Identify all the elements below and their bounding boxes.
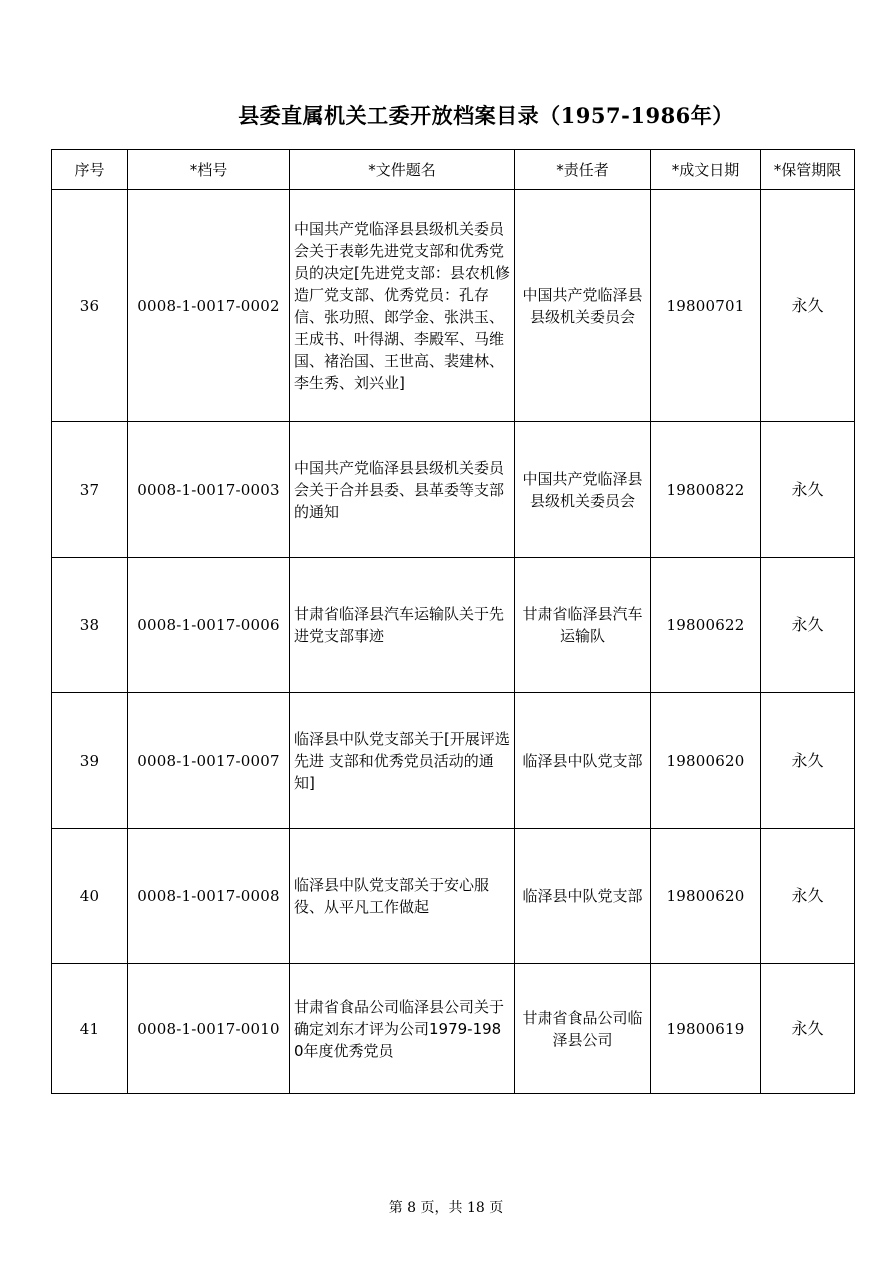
cell-responsible: 中国共产党临泽县县级机关委员会	[515, 422, 651, 558]
cell-retention: 永久	[761, 558, 855, 693]
cell-date: 19800701	[651, 190, 761, 422]
cell-responsible: 甘肃省食品公司临泽县公司	[515, 964, 651, 1094]
cell-file-title: 中国共产党临泽县县级机关委员会关于合并县委、县革委等支部的通知	[290, 422, 515, 558]
table-row	[52, 190, 855, 422]
cell-archive-code: 0008-1-0017-0007	[128, 693, 290, 829]
cell-retention: 永久	[761, 422, 855, 558]
cell-date: 19800619	[651, 964, 761, 1094]
cell-date: 19800620	[651, 693, 761, 829]
cell-seq: 37	[52, 422, 128, 558]
cell-seq: 39	[52, 693, 128, 829]
cell-seq: 38	[52, 558, 128, 693]
cell-archive-code: 0008-1-0017-0002	[128, 190, 290, 422]
cell-file-title: 临泽县中队党支部关于[开展评选先进 支部和优秀党员活动的通知]	[290, 693, 515, 829]
cell-file-title: 甘肃省临泽县汽车运输队关于先进党支部事迹	[290, 558, 515, 693]
cell-archive-code: 0008-1-0017-0008	[128, 829, 290, 964]
cell-retention: 永久	[761, 964, 855, 1094]
table-row	[52, 964, 855, 1094]
cell-responsible: 临泽县中队党支部	[515, 693, 651, 829]
cell-date: 19800822	[651, 422, 761, 558]
cell-date: 19800620	[651, 829, 761, 964]
header-retention: *保管期限	[761, 150, 855, 190]
cell-responsible: 甘肃省临泽县汽车运输队	[515, 558, 651, 693]
cell-seq: 40	[52, 829, 128, 964]
cell-responsible: 中国共产党临泽县县级机关委员会	[515, 190, 651, 422]
header-seq: 序号	[52, 150, 128, 190]
cell-seq: 36	[52, 190, 128, 422]
header-date: *成文日期	[651, 150, 761, 190]
table-header-row	[52, 150, 855, 190]
cell-date: 19800622	[651, 558, 761, 693]
table-row	[52, 422, 855, 558]
header-responsible: *责任者	[515, 150, 651, 190]
page-number: 第 8 页，共 18 页	[388, 1200, 504, 1216]
cell-archive-code: 0008-1-0017-0010	[128, 964, 290, 1094]
cell-archive-code: 0008-1-0017-0003	[128, 422, 290, 558]
header-file-title: *文件题名	[290, 150, 515, 190]
archive-catalog-table	[51, 149, 855, 1094]
cell-retention: 永久	[761, 190, 855, 422]
table-row	[52, 693, 855, 829]
table-row	[52, 829, 855, 964]
cell-retention: 永久	[761, 693, 855, 829]
cell-file-title: 中国共产党临泽县县级机关委员会关于表彰先进党支部和优秀党员的决定[先进党支部：县农机修造厂党支部、优秀党员：孔存信、张功照、郎学金、张洪玉、王成书、叶得湖、李殿军、马维国、褚治国、王世高、裴建林、李生秀、刘兴业]	[290, 190, 515, 422]
cell-file-title: 临泽县中队党支部关于安心服役、从平凡工作做起	[290, 829, 515, 964]
cell-archive-code: 0008-1-0017-0006	[128, 558, 290, 693]
document-title: 县委直属机关工委开放档案目录（1957-1986年）	[238, 103, 734, 128]
cell-file-title: 甘肃省食品公司临泽县公司关于确定刘东才评为公司1979-1980年度优秀党员	[290, 964, 515, 1094]
table-row	[52, 558, 855, 693]
header-archive-code: *档号	[128, 150, 290, 190]
cell-responsible: 临泽县中队党支部	[515, 829, 651, 964]
cell-seq: 41	[52, 964, 128, 1094]
cell-retention: 永久	[761, 829, 855, 964]
